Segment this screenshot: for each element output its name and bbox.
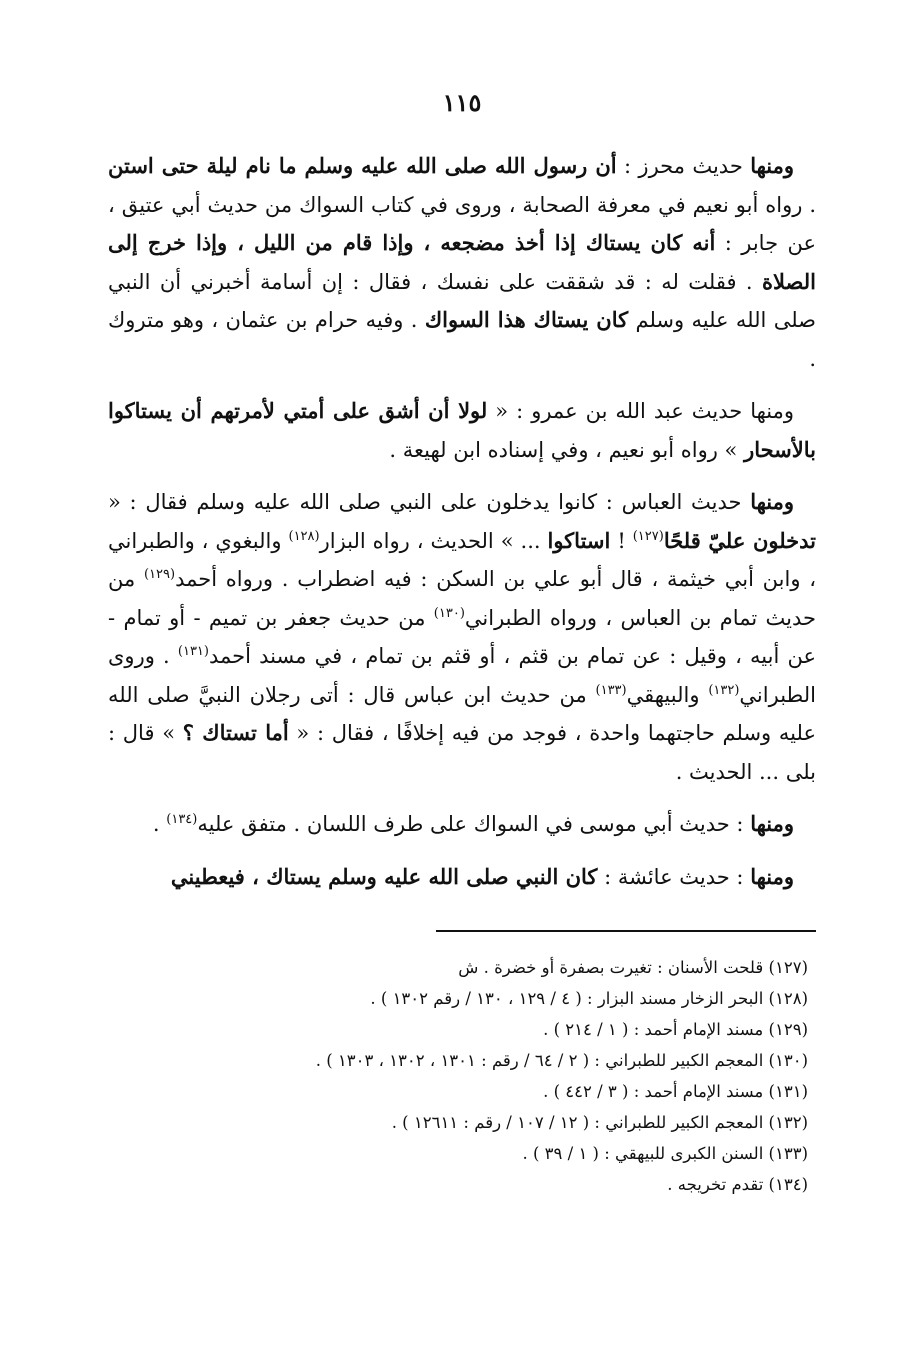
text-run: ... » الحديث ، رواه البزار — [319, 528, 548, 553]
footnotes — [108, 952, 816, 1200]
bold-text-run: لولا أن أشق على أمتي لأمرتهم أن يستاكوا بالأسحار — [108, 398, 816, 462]
text-run: ومنها حديث عبد الله بن عمرو : « — [487, 399, 794, 423]
footnote: (١٢٩) مسند الإمام أحمد : ( ١ / ٢١٤ ) . — [543, 1020, 808, 1039]
paragraph — [108, 147, 816, 378]
footnote-ref: (١٢٧) — [632, 528, 664, 544]
text-run: . وفيه حرام بن عثمان ، وهو متروك . — [108, 308, 816, 371]
text-run: والبغوي ، والطبراني ، وابن أبي خيثمة ، قال أبو علي بن السكن : فيه اضطراب . ورواه أحمد — [108, 528, 816, 591]
bold-text-run: كان يستاك هذا السواك — [424, 307, 629, 332]
footnote: (١٢٧) قلحت الأسنان : تغيرت بصفرة أو خضرة . ش — [458, 958, 808, 977]
footnote: (١٣٠) المعجم الكبير للطبراني : ( ٢ / ٦٤ / رقم : ١٣٠١ ، ١٣٠٢ ، ١٣٠٣ ) . — [315, 1051, 808, 1070]
text-run: » رواه أبو نعيم ، وفي إسناده ابن لهيعة . — [389, 437, 745, 462]
footnote-divider — [436, 930, 816, 932]
paragraph — [108, 805, 816, 844]
text-run: : حديث عائشة : — [597, 864, 751, 889]
bold-text-run: أما تستاك ؟ — [182, 720, 289, 745]
text-run: . رواه أبو نعيم في معرفة الصحابة ، وروى في كتاب السواك من حديث أبي عتيق ، عن جابر : — [108, 192, 816, 255]
text-run: . — [152, 812, 167, 836]
text-run: حديث العباس : كانوا يدخلون على النبي صلى الله عليه وسلم فقال : « — [108, 490, 751, 514]
footnote: (١٣٤) تقدم تخريجه . — [667, 1175, 808, 1194]
footnote-ref: (١٣٠) — [433, 605, 465, 621]
text-run: والبيهقي — [626, 682, 709, 707]
text-run: ! — [610, 528, 633, 553]
text-run: . وروى الطبراني — [108, 644, 816, 707]
footnote: (١٢٨) البحر الزخار مسند البزار : ( ٤ / ١٢٩ ، ١٣٠ / رقم ١٣٠٢ ) . — [370, 989, 808, 1008]
text-run: من حديث ابن عباس قال : أتى رجلان النبيَّ صلى الله عليه وسلم حاجتهما واحدة ، فوجد من فيه إخلافًا ، فقال : « — [108, 682, 816, 745]
footnote: (١٣١) مسند الإمام أحمد : ( ٣ / ٤٤٢ ) . — [543, 1082, 808, 1101]
page-number: ١١٥ — [442, 88, 482, 117]
bold-text-run: أنه كان يستاك إذا أخذ مضجعه ، وإذا قام من الليل ، وإذا خرج إلى الصلاة — [108, 230, 816, 294]
bold-text-run: كان النبي صلى الله عليه وسلم يستاك ، فيعطيني — [170, 863, 598, 889]
paragraph — [108, 392, 816, 469]
bold-text-run: أن رسول الله صلى الله عليه وسلم ما نام ليلة حتى استن — [108, 153, 617, 178]
bold-text-run: ومنها — [750, 153, 794, 178]
footnote: (١٣٣) السنن الكبرى للبيهقي : ( ١ / ٣٩ ) . — [522, 1144, 808, 1163]
text-run: . فقلت له : قد شققت على نفسك ، فقال : إن أسامة أخبرني أن النبي صلى الله عليه وسلم — [108, 269, 816, 332]
bold-text-run: ومنها — [750, 489, 794, 514]
bold-text-run: تدخلون عليّ قلحًا — [663, 527, 817, 553]
footnote-ref: (١٣١) — [177, 644, 209, 659]
footnote: (١٣٢) المعجم الكبير للطبراني : ( ١٢ / ١٠٧ / رقم : ١٢٦١١ ) . — [391, 1113, 808, 1132]
main-text — [108, 147, 816, 896]
text-run: من حديث جعفر بن تميم - أو تمام - عن أبيه ، وقيل : عن تمام بن قثم ، أو قثم بن تمام ، في مسند أحمد — [108, 605, 817, 668]
text-run: » قال : بلى ... الحديث . — [108, 721, 816, 784]
text-run: حديث محرز : — [616, 154, 751, 178]
paragraph — [108, 483, 816, 791]
footnote-ref: (١٣٣) — [595, 682, 627, 698]
text-run: من حديث تمام بن العباس ، ورواه الطبراني — [108, 567, 816, 630]
bold-text-run: ومنها — [750, 863, 794, 889]
footnote-ref: (١٢٩) — [143, 567, 176, 582]
paragraph — [108, 858, 816, 897]
bold-text-run: استاكوا — [547, 527, 611, 553]
footnote-ref: (١٣٢) — [708, 682, 740, 698]
text-run: : حديث أبي موسى في السواك على طرف اللسان . متفق عليه — [197, 812, 751, 836]
footnote-ref: (١٣٤) — [166, 812, 198, 827]
bold-text-run: ومنها — [750, 811, 794, 836]
footnote-ref: (١٢٨) — [288, 528, 320, 544]
